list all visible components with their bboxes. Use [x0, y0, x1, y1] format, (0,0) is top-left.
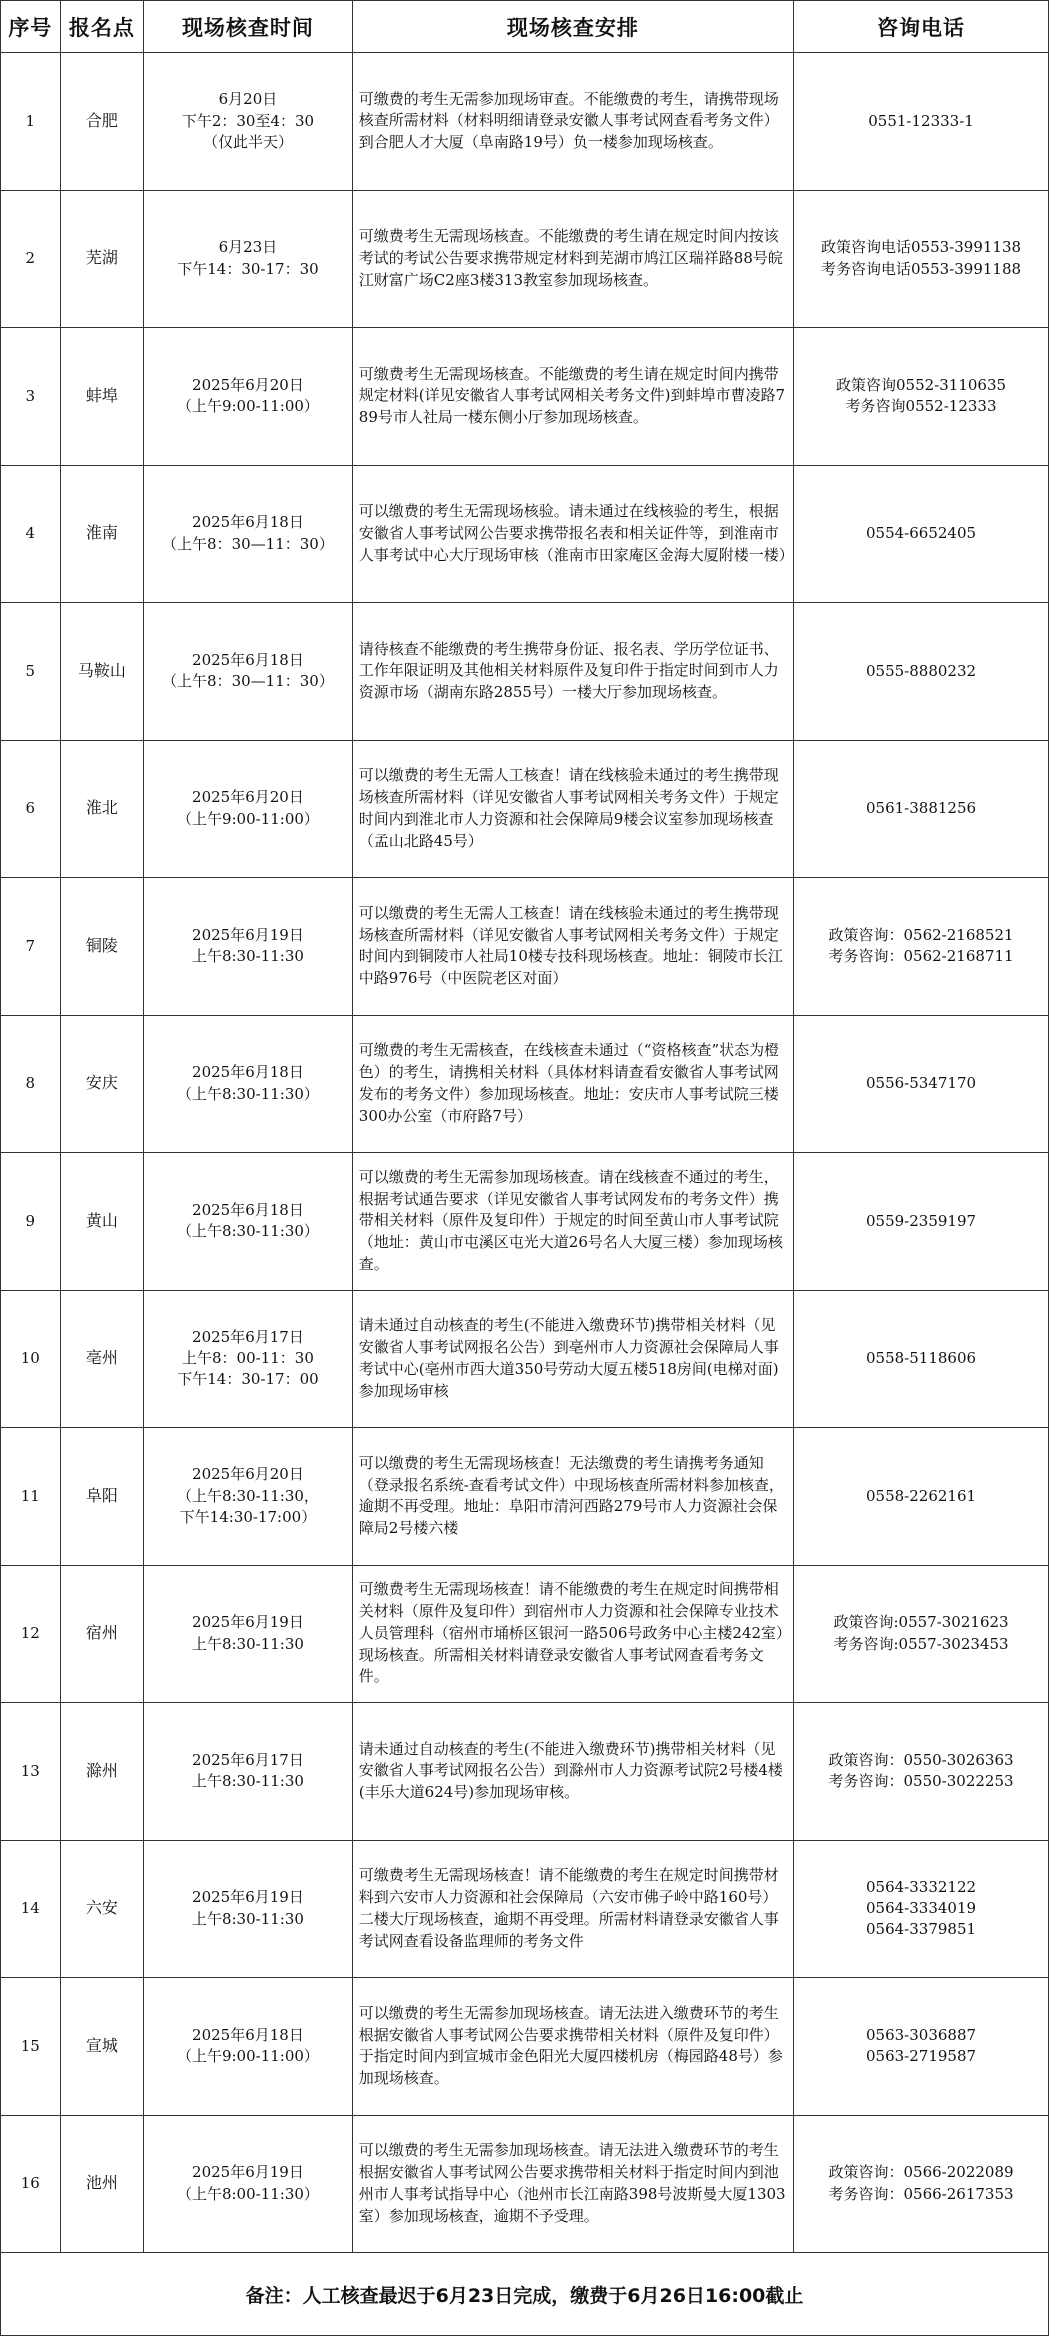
consult-phone-cell [794, 740, 1049, 878]
time-line: （上午8:30-11:30） [176, 1084, 319, 1103]
verification-time-cell [144, 328, 353, 466]
phone-line: 政策咨询0552-3110635 [836, 375, 1007, 394]
verification-arrangement-cell [352, 1290, 793, 1428]
time-line: 6月20日 [218, 90, 278, 109]
registration-point-cell: 马鞍山 [60, 603, 143, 741]
phone-line: 考务咨询:0557-3023453 [833, 1634, 1009, 1653]
table-body [1, 53, 1049, 2336]
header-consult-phone: 咨询电话 [794, 1, 1049, 53]
phone-line: 考务咨询电话0553-3991188 [820, 259, 1022, 278]
consult-phone-cell [794, 1978, 1049, 2116]
registration-point-cell: 亳州 [60, 1290, 143, 1428]
time-line: 2025年6月20日 [192, 375, 304, 394]
consult-phone-cell [794, 1015, 1049, 1153]
consult-phone-cell [794, 190, 1049, 328]
serial-cell: 10 [1, 1290, 61, 1428]
verification-time-cell [144, 53, 353, 191]
time-line: 下午14:30-17:00） [179, 1507, 317, 1526]
phone-line: 政策咨询：0550-3026363 [828, 1750, 1014, 1769]
registration-point-cell: 淮南 [60, 465, 143, 603]
verification-time-cell [144, 1840, 353, 1978]
table-row [1, 603, 1049, 741]
phone-line: 政策咨询电话0553-3991138 [820, 238, 1022, 257]
time-line: 上午8:30-11:30 [191, 1909, 304, 1928]
phone-line: 0561-3881256 [866, 799, 977, 818]
verification-time-cell [144, 603, 353, 741]
time-line: （上午8:00-11:30） [176, 2184, 319, 2203]
arrangement-text: 可缴费考生无需现场核查！请不能缴费的考生在规定时间携带相关材料（原件及复印件）到宿州市人力资源和社会保障专业技术人员管理科（宿州市埇桥区银河一路506号政务中心主楼242室）现场核查。所需相关材料请登录安徽省人事考试网查看考务文件。 [358, 1580, 784, 1686]
time-line: 2025年6月20日 [192, 788, 304, 807]
time-line: （仅此半天） [202, 132, 293, 151]
arrangement-text: 可缴费考生无需现场核查。不能缴费的考生请在规定时间内按该考试的考试公告要求携带规定材料到芜湖市鸠江区瑞祥路88号皖江财富广场C2座3楼313教室参加现场核查。 [358, 227, 783, 289]
consult-phone-cell [794, 1703, 1049, 1841]
time-line: 上午8:30-11:30 [191, 1772, 304, 1791]
verification-time-cell [144, 878, 353, 1016]
consult-phone-cell [794, 1840, 1049, 1978]
arrangement-text: 可缴费考生无需现场核查。不能缴费的考生请在规定时间内携带规定材料(详见安徽省人事考试网相关考务文件)到蚌埠市曹凌路789号市人社局一楼东侧小厅参加现场核查。 [358, 364, 786, 427]
phone-line: 0558-5118606 [866, 1349, 977, 1368]
registration-point-cell: 安庆 [60, 1015, 143, 1153]
arrangement-text: 可缴费考生无需现场核查！请不能缴费的考生在规定时间携带材料到六安市人力资源和社会保障局（六安市佛子岭中路160号）二楼大厅现场核查，逾期不再受理。所需材料请登录安徽省人事考试网查看设备监理师的考务文件 [358, 1866, 779, 1950]
verification-time-cell [144, 1703, 353, 1841]
verification-time-cell [144, 465, 353, 603]
time-line: （上午9:00-11:00） [176, 397, 319, 416]
verification-arrangement-cell [352, 1978, 793, 2116]
table-row [1, 328, 1049, 466]
verification-arrangement-cell [352, 1015, 793, 1153]
phone-line: 考务咨询：0566-2617353 [828, 2184, 1014, 2203]
consult-phone-cell [794, 2115, 1049, 2253]
time-line: 2025年6月19日 [192, 1888, 304, 1907]
phone-line: 0554-6652405 [866, 524, 977, 543]
phone-line: 0558-2262161 [866, 1486, 977, 1505]
table-row [1, 1978, 1049, 2116]
verification-arrangement-cell [352, 1703, 793, 1841]
serial-cell: 11 [1, 1428, 61, 1566]
table-row [1, 1840, 1049, 1978]
time-line: （上午8:30-11:30， [176, 1486, 319, 1505]
consult-phone-cell [794, 465, 1049, 603]
verification-arrangement-cell [352, 1840, 793, 1978]
phone-line: 政策咨询:0557-3021623 [833, 1613, 1009, 1632]
serial-cell: 2 [1, 190, 61, 328]
table-row [1, 1703, 1049, 1841]
time-line: 下午14：30-17：00 [177, 1370, 319, 1389]
time-line: 上午8:30-11:30 [191, 1634, 304, 1653]
serial-cell: 13 [1, 1703, 61, 1841]
registration-point-cell: 合肥 [60, 53, 143, 191]
verification-arrangement-cell [352, 2115, 793, 2253]
serial-cell: 15 [1, 1978, 61, 2116]
time-line: 6月23日 [218, 238, 278, 257]
time-line: 下午2：30至4：30 [181, 111, 315, 130]
arrangement-text: 可以缴费的考生无需人工核查！请在线核验未通过的考生携带现场核查所需材料（详见安徽省人事考试网相关考务文件）于规定时间内到淮北市人力资源和社会保障局9楼会议室参加现场核查（孟山北路45号） [358, 766, 779, 850]
verification-arrangement-cell [352, 328, 793, 466]
time-line: 2025年6月17日 [192, 1327, 304, 1346]
verification-time-cell [144, 740, 353, 878]
table-row [1, 1428, 1049, 1566]
serial-cell: 8 [1, 1015, 61, 1153]
table-row [1, 53, 1049, 191]
note-row [1, 2253, 1049, 2336]
verification-arrangement-cell [352, 1153, 793, 1291]
table-row [1, 2115, 1049, 2253]
time-line: （上午8:30-11:30） [176, 1222, 319, 1241]
table-row [1, 1290, 1049, 1428]
serial-cell: 3 [1, 328, 61, 466]
table-row [1, 190, 1049, 328]
serial-cell: 16 [1, 2115, 61, 2253]
registration-point-cell: 阜阳 [60, 1428, 143, 1566]
consult-phone-cell [794, 53, 1049, 191]
registration-point-cell: 六安 [60, 1840, 143, 1978]
arrangement-text: 可以缴费的考生无需参加现场核查。请无法进入缴费环节的考生根据安徽省人事考试网公告要求携带相关材料于指定时间内到池州市人事考试指导中心（池州市长江南路398号波斯曼大厦1303室）参加现场核查，逾期不予受理。 [358, 2141, 786, 2225]
time-line: 下午14：30-17：30 [177, 259, 319, 278]
phone-line: 0563-3036887 [866, 2025, 977, 2044]
time-line: （上午8：30—11：30） [162, 534, 334, 553]
table-row [1, 740, 1049, 878]
serial-cell: 7 [1, 878, 61, 1016]
registration-point-cell: 淮北 [60, 740, 143, 878]
phone-line: 0555-8880232 [866, 661, 977, 680]
phone-line: 0559-2359197 [866, 1211, 977, 1230]
serial-cell: 14 [1, 1840, 61, 1978]
phone-line: 0551-12333-1 [868, 111, 974, 130]
arrangement-text: 可以缴费的考生无需现场核查！无法缴费的考生请携考务通知（登录报名系统-查看考试文件）中现场核查所需材料参加核查，逾期不再受理。地址：阜阳市清河西路279号市人力资源社会保障局2号楼六楼 [358, 1453, 784, 1537]
registration-point-cell: 芜湖 [60, 190, 143, 328]
time-line: 2025年6月19日 [192, 1613, 304, 1632]
phone-line: 考务咨询：0550-3022253 [828, 1772, 1014, 1791]
arrangement-text: 可缴费的考生无需参加现场审查。不能缴费的考生，请携带现场核查所需材料（材料明细请登录安徽人事考试网查看考务文件）到合肥人才大厦（阜南路19号）负一楼参加现场核查。 [358, 89, 779, 152]
consult-phone-cell [794, 1290, 1049, 1428]
phone-line: 政策咨询：0562-2168521 [828, 925, 1014, 944]
serial-cell: 1 [1, 53, 61, 191]
registration-point-cell: 宿州 [60, 1565, 143, 1703]
time-line: 2025年6月18日 [192, 650, 304, 669]
table-row [1, 1153, 1049, 1291]
registration-point-cell: 铜陵 [60, 878, 143, 1016]
time-line: 2025年6月19日 [192, 2163, 304, 2182]
time-line: （上午9:00-11:00） [176, 809, 319, 828]
arrangement-text: 请未通过自动核查的考生(不能进入缴费环节)携带相关材料（见安徽省人事考试网报名公告）到亳州市人力资源社会保障局人事考试中心(亳州市西大道350号劳动大厦五楼518房间(电梯对面)参加现场审核 [358, 1316, 779, 1400]
time-line: 2025年6月18日 [192, 513, 304, 532]
phone-line: 政策咨询：0566-2022089 [828, 2163, 1014, 2182]
table-row [1, 1015, 1049, 1153]
header-verification-arrangement: 现场核查安排 [352, 1, 793, 53]
table-row [1, 878, 1049, 1016]
arrangement-text: 可以缴费的考生无需人工核查！请在线核验未通过的考生携带现场核查所需材料（详见安徽省人事考试网相关考务文件）于规定时间内到铜陵市人社局10楼专技科现场核查。地址：铜陵市长江中路976号（中医院老区对面） [358, 903, 783, 987]
note-text: 备注：人工核查最迟于6月23日完成，缴费于6月26日16:00截止 [1, 2253, 1049, 2336]
registration-point-cell: 滁州 [60, 1703, 143, 1841]
header-registration-point: 报名点 [60, 1, 143, 53]
arrangement-text: 请未通过自动核查的考生(不能进入缴费环节)携带相关材料（见安徽省人事考试网报名公告）到滁州市人力资源考试院2号楼4楼(丰乐大道624号)参加现场审核。 [358, 1739, 783, 1802]
consult-phone-cell [794, 1565, 1049, 1703]
registration-point-cell: 蚌埠 [60, 328, 143, 466]
serial-cell: 6 [1, 740, 61, 878]
verification-time-cell [144, 1428, 353, 1566]
verification-time-cell [144, 190, 353, 328]
time-line: 2025年6月18日 [192, 1063, 304, 1082]
serial-cell: 4 [1, 465, 61, 603]
verification-arrangement-cell [352, 1428, 793, 1566]
verification-arrangement-cell [352, 53, 793, 191]
table-row [1, 1565, 1049, 1703]
arrangement-text: 请待核查不能缴费的考生携带身份证、报名表、学历学位证书、工作年限证明及其他相关材料原件及复印件于指定时间到市人力资源市场（湖南东路2855号）一楼大厅参加现场核查。 [358, 639, 779, 702]
registration-point-cell: 宣城 [60, 1978, 143, 2116]
verification-arrangement-cell [352, 190, 793, 328]
consult-phone-cell [794, 1428, 1049, 1566]
header-row [1, 1, 1049, 53]
registration-point-cell: 池州 [60, 2115, 143, 2253]
consult-phone-cell [794, 1153, 1049, 1291]
verification-time-cell [144, 1978, 353, 2116]
verification-arrangement-cell [352, 465, 793, 603]
header-verification-time: 现场核查时间 [144, 1, 353, 53]
verification-time-cell [144, 1290, 353, 1428]
verification-arrangement-cell [352, 603, 793, 741]
serial-cell: 9 [1, 1153, 61, 1291]
arrangement-text: 可缴费的考生无需核查，在线核查未通过（“资格核查”状态为橙色）的考生，请携相关材料（具体材料请查看安徽省人事考试网发布的考务文件）参加现场核查。地址：安庆市人事考试院三楼300办公室（市府路7号） [358, 1041, 780, 1125]
phone-line: 0564-3379851 [866, 1920, 977, 1939]
phone-line: 0564-3334019 [866, 1899, 977, 1918]
header-serial: 序号 [1, 1, 61, 53]
phone-line: 0556-5347170 [866, 1074, 977, 1093]
phone-line: 考务咨询0552-12333 [845, 397, 997, 416]
arrangement-text: 可以缴费的考生无需参加现场核查。请在线核查不通过的考生，根据考试通告要求（详见安徽省人事考试网发布的考务文件）携带相关材料（原件及复印件）于规定的时间至黄山市人事考试院（地址：黄山市屯溪区屯光大道26号名人大厦三楼）参加现场核查。 [358, 1167, 783, 1273]
phone-line: 0564-3332122 [866, 1877, 977, 1896]
serial-cell: 5 [1, 603, 61, 741]
verification-time-cell [144, 1153, 353, 1291]
time-line: 2025年6月18日 [192, 1200, 304, 1219]
table-row [1, 465, 1049, 603]
time-line: 2025年6月19日 [192, 925, 304, 944]
time-line: 上午8：00-11：30 [182, 1349, 314, 1368]
arrangement-text: 可以缴费的考生无需现场核验。请未通过在线核验的考生，根据安徽省人事考试网公告要求携带报名表和相关证件等，到淮南市人事考试中心大厅现场审核（淮南市田家庵区金海大厦附楼一楼） [358, 502, 794, 564]
time-line: 2025年6月20日 [192, 1465, 304, 1484]
verification-time-cell [144, 2115, 353, 2253]
verification-arrangement-cell [352, 740, 793, 878]
verification-time-cell [144, 1015, 353, 1153]
serial-cell: 12 [1, 1565, 61, 1703]
phone-line: 0563-2719587 [866, 2047, 977, 2066]
time-line: 2025年6月18日 [192, 2025, 304, 2044]
verification-arrangement-cell [352, 878, 793, 1016]
consult-phone-cell [794, 878, 1049, 1016]
verification-time-cell [144, 1565, 353, 1703]
time-line: 2025年6月17日 [192, 1750, 304, 1769]
time-line: 上午8:30-11:30 [191, 947, 304, 966]
verification-arrangement-cell [352, 1565, 793, 1703]
consult-phone-cell [794, 603, 1049, 741]
time-line: （上午9:00-11:00） [176, 2047, 319, 2066]
arrangement-text: 可以缴费的考生无需参加现场核查。请无法进入缴费环节的考生根据安徽省人事考试网公告要求携带相关材料（原件及复印件）于指定时间内到宣城市金色阳光大厦四楼机房（梅园路48号）参加现场核查。 [358, 2003, 783, 2087]
phone-line: 考务咨询：0562-2168711 [828, 947, 1014, 966]
consult-phone-cell [794, 328, 1049, 466]
registration-point-cell: 黄山 [60, 1153, 143, 1291]
time-line: （上午8：30—11：30） [162, 672, 334, 691]
